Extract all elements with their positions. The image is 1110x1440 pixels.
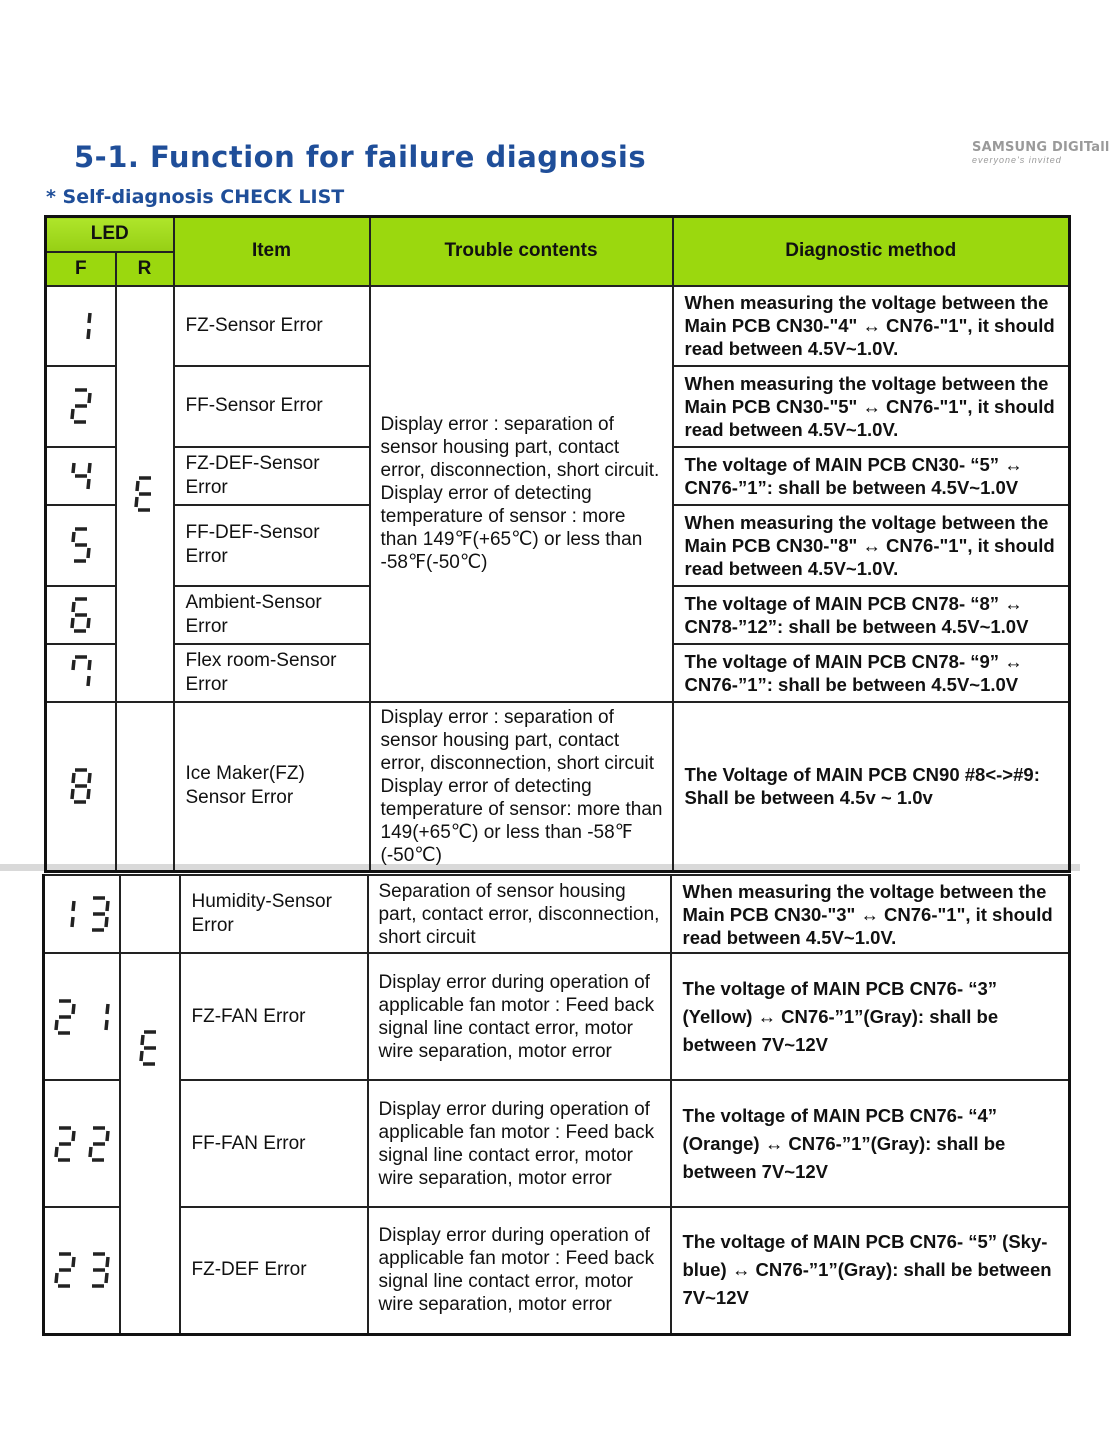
segment-digit xyxy=(56,1254,74,1286)
f-code-display xyxy=(69,777,93,794)
segment-e xyxy=(141,1051,142,1061)
diagnostic-cell: When measuring the voltage between the Main PCB CN30-"8" ↔ CN76-"1", it should read between 4.5V~1.0V. xyxy=(673,505,1070,586)
item-cell: FZ-DEF Error xyxy=(180,1207,368,1334)
segment-b xyxy=(89,393,90,403)
segment-b xyxy=(73,1257,74,1267)
segment-digit xyxy=(73,657,90,686)
segment-e xyxy=(72,618,73,628)
segment-c xyxy=(72,917,73,927)
trouble-cell: Display error during operation of applicable fan motor : Feed back signal line contact error, motor wire separation, motor error xyxy=(368,1080,671,1207)
segment-e xyxy=(136,497,137,507)
item-cell: FF-FAN Error xyxy=(180,1080,368,1207)
segment-digit xyxy=(72,599,89,631)
segment-f xyxy=(142,1035,143,1045)
segment-c xyxy=(88,479,89,489)
f-code-cell xyxy=(44,1080,120,1207)
item-cell: FZ-FAN Error xyxy=(180,953,368,1080)
seven-segment-glyph xyxy=(69,457,93,495)
segment-digit xyxy=(92,1254,108,1286)
f-code-cell xyxy=(44,1207,120,1334)
segment-c xyxy=(88,548,89,558)
diagnostic-cell: When measuring the voltage between the Main PCB CN30-"3" ↔ CN76-"1", it should read between 4.5V~1.0V. xyxy=(671,875,1070,953)
trouble-cell: Display error during operation of applicable fan motor : Feed back signal line contact error, motor wire separation, motor error xyxy=(368,953,671,1080)
table-row xyxy=(44,1080,1070,1207)
item-header: Item xyxy=(174,217,370,286)
item-cell: Ambient-Sensor Error xyxy=(174,586,370,644)
seven-segment-glyph xyxy=(53,895,111,933)
page-subtitle: * Self-diagnosis CHECK LIST xyxy=(46,186,345,208)
segment-digit xyxy=(92,898,108,930)
logo-text: SAMSUNG DIGITall xyxy=(972,140,1110,155)
segment-f xyxy=(73,602,74,612)
r-code-display xyxy=(138,1039,162,1056)
segment-e xyxy=(56,1020,57,1030)
seven-segment-glyph xyxy=(133,475,157,513)
diagnosis-table-2 xyxy=(42,874,1071,1336)
diagnostic-cell: The voltage of MAIN PCB CN78- “8” ↔ CN78-”12”: shall be between 4.5V~1.0V xyxy=(673,586,1070,644)
segment-c xyxy=(106,1020,107,1030)
table-row xyxy=(44,1207,1070,1334)
segment-digit xyxy=(90,1128,108,1160)
seven-segment-glyph xyxy=(69,767,93,805)
segment-digit xyxy=(56,1001,74,1033)
page-title: 5-1. Function for failure diagnosis xyxy=(74,140,647,174)
segment-b xyxy=(89,660,90,670)
f-code-display xyxy=(53,905,111,922)
seven-segment-glyph xyxy=(69,596,93,634)
f-code-cell xyxy=(46,447,116,505)
segment-digit xyxy=(56,1128,74,1160)
f-code-display xyxy=(53,1135,111,1152)
diagnostic-cell: The Voltage of MAIN PCB CN90 #8<->#9: Shall be between 4.5v ~ 1.0v xyxy=(673,702,1070,872)
logo-slogan: everyone's invited xyxy=(972,155,1062,165)
segment-b xyxy=(89,313,90,323)
f-code-cell xyxy=(46,366,116,447)
segment-f xyxy=(73,463,74,473)
diagnostic-cell: When measuring the voltage between the Main PCB CN30-"4" ↔ CN76-"1", it should read between 4.5V~1.0V. xyxy=(673,286,1070,366)
table-row xyxy=(44,875,1070,953)
diagnostic-header: Diagnostic method xyxy=(673,217,1070,286)
f-code-display xyxy=(69,664,93,681)
segment-f xyxy=(73,532,74,542)
segment-f xyxy=(73,660,74,670)
f-code-cell xyxy=(46,644,116,702)
segment-digit xyxy=(106,1004,108,1030)
diagnosis-table-1 xyxy=(44,215,1071,873)
segment-e xyxy=(56,1147,57,1157)
segment-e xyxy=(56,1273,57,1283)
segment-b xyxy=(73,1131,74,1141)
f-code-display xyxy=(69,536,93,553)
table-row xyxy=(46,702,1070,872)
f-code-cell xyxy=(46,286,116,366)
segment-digit xyxy=(73,463,90,489)
seven-segment-glyph xyxy=(69,654,93,692)
segment-c xyxy=(88,618,89,628)
seven-segment-glyph xyxy=(53,998,111,1036)
f-code-display xyxy=(69,606,93,623)
item-cell: FZ-Sensor Error xyxy=(174,286,370,366)
f-code-cell xyxy=(46,586,116,644)
f-code-display xyxy=(69,317,93,334)
segment-digit xyxy=(72,770,90,802)
f-code-display xyxy=(53,1261,111,1278)
trouble-cell: Display error : separation of sensor housing part, contact error, disconnection, short circuit Display error of detecting temperature of sensor: more than 149(+65℃) or less than -58℉(-50℃) xyxy=(370,702,673,872)
segment-b xyxy=(89,463,90,473)
r-code-cell xyxy=(116,286,174,702)
diagnostic-cell: The voltage of MAIN PCB CN78- “9” ↔ CN76-”1”: shall be between 4.5V~1.0V xyxy=(673,644,1070,702)
segment-b xyxy=(107,1004,108,1014)
f-code-display xyxy=(69,397,93,414)
item-cell: FZ-DEF-Sensor Error xyxy=(174,447,370,505)
diagnostic-cell: The voltage of MAIN PCB CN76- “4” (Orange) ↔ CN76-”1”(Gray): shall be between 7V~12V xyxy=(671,1080,1070,1207)
seven-segment-glyph xyxy=(53,1251,111,1289)
segment-c xyxy=(88,789,89,799)
segment-digit xyxy=(141,1032,156,1064)
f-header: F xyxy=(46,252,116,286)
r-code-cell-empty xyxy=(120,875,180,953)
diagnostic-cell: The voltage of MAIN PCB CN30- “5” ↔ CN76-”1”: shall be between 4.5V~1.0V xyxy=(673,447,1070,505)
seven-segment-glyph xyxy=(53,1125,111,1163)
item-cell: FF-DEF-Sensor Error xyxy=(174,505,370,586)
diagnostic-cell: When measuring the voltage between the Main PCB CN30-"5" ↔ CN76-"1", it should read between 4.5V~1.0V. xyxy=(673,366,1070,447)
segment-e xyxy=(72,789,73,799)
segment-digit xyxy=(88,313,90,339)
diagnostic-cell: The voltage of MAIN PCB CN76- “3” (Yellow) ↔ CN76-”1”(Gray): shall be between 7V~12V xyxy=(671,953,1070,1080)
brand-logo xyxy=(972,140,1110,165)
table-row xyxy=(46,286,1070,366)
segment-c xyxy=(106,917,107,927)
table-row xyxy=(44,953,1070,1080)
segment-b xyxy=(107,1131,108,1141)
f-code-cell xyxy=(46,505,116,586)
seven-segment-glyph xyxy=(138,1029,162,1067)
item-cell: Humidity-Sensor Error xyxy=(180,875,368,953)
seven-segment-glyph xyxy=(69,387,93,425)
seven-segment-glyph xyxy=(69,307,93,345)
segment-digit xyxy=(72,901,74,927)
segment-f xyxy=(137,481,138,491)
segment-f xyxy=(73,773,74,783)
r-code-cell-empty xyxy=(116,702,174,872)
trouble-header: Trouble contents xyxy=(370,217,673,286)
diagnostic-cell: The voltage of MAIN PCB CN76- “5” (Sky-blue) ↔ CN76-”1”(Gray): shall be between 7V~12V xyxy=(671,1207,1070,1334)
segment-b xyxy=(107,901,108,911)
led-header: LED xyxy=(46,217,174,252)
segment-c xyxy=(88,329,89,339)
trouble-cell: Display error : separation of sensor housing part, contact error, disconnection, short circuit. Display error of detecting temperature of sensor : more than 149℉(+65℃) or less than -58℉(-50℃) xyxy=(370,286,673,702)
segment-c xyxy=(106,1273,107,1283)
r-header: R xyxy=(116,252,174,286)
seven-segment-glyph xyxy=(69,526,93,564)
segment-c xyxy=(88,676,89,686)
item-cell: Ice Maker(FZ) Sensor Error xyxy=(174,702,370,872)
f-code-display xyxy=(69,467,93,484)
item-cell: Flex room-Sensor Error xyxy=(174,644,370,702)
trouble-cell: Separation of sensor housing part, contact error, disconnection, short circuit xyxy=(368,875,671,953)
item-cell: FF-Sensor Error xyxy=(174,366,370,447)
f-code-cell xyxy=(46,702,116,872)
r-code-cell xyxy=(120,953,180,1334)
segment-digit xyxy=(73,529,89,561)
f-code-cell xyxy=(44,875,120,953)
segment-b xyxy=(89,773,90,783)
f-code-cell xyxy=(44,953,120,1080)
segment-b xyxy=(73,1004,74,1014)
r-code-display xyxy=(133,485,157,502)
segment-e xyxy=(90,1147,91,1157)
segment-b xyxy=(107,1257,108,1267)
segment-digit xyxy=(136,478,151,510)
segment-digit xyxy=(72,390,90,422)
f-code-display xyxy=(53,1008,111,1025)
segment-e xyxy=(72,409,73,419)
trouble-cell: Display error during operation of applicable fan motor : Feed back signal line contact error, motor wire separation, motor error xyxy=(368,1207,671,1334)
segment-b xyxy=(73,901,74,911)
